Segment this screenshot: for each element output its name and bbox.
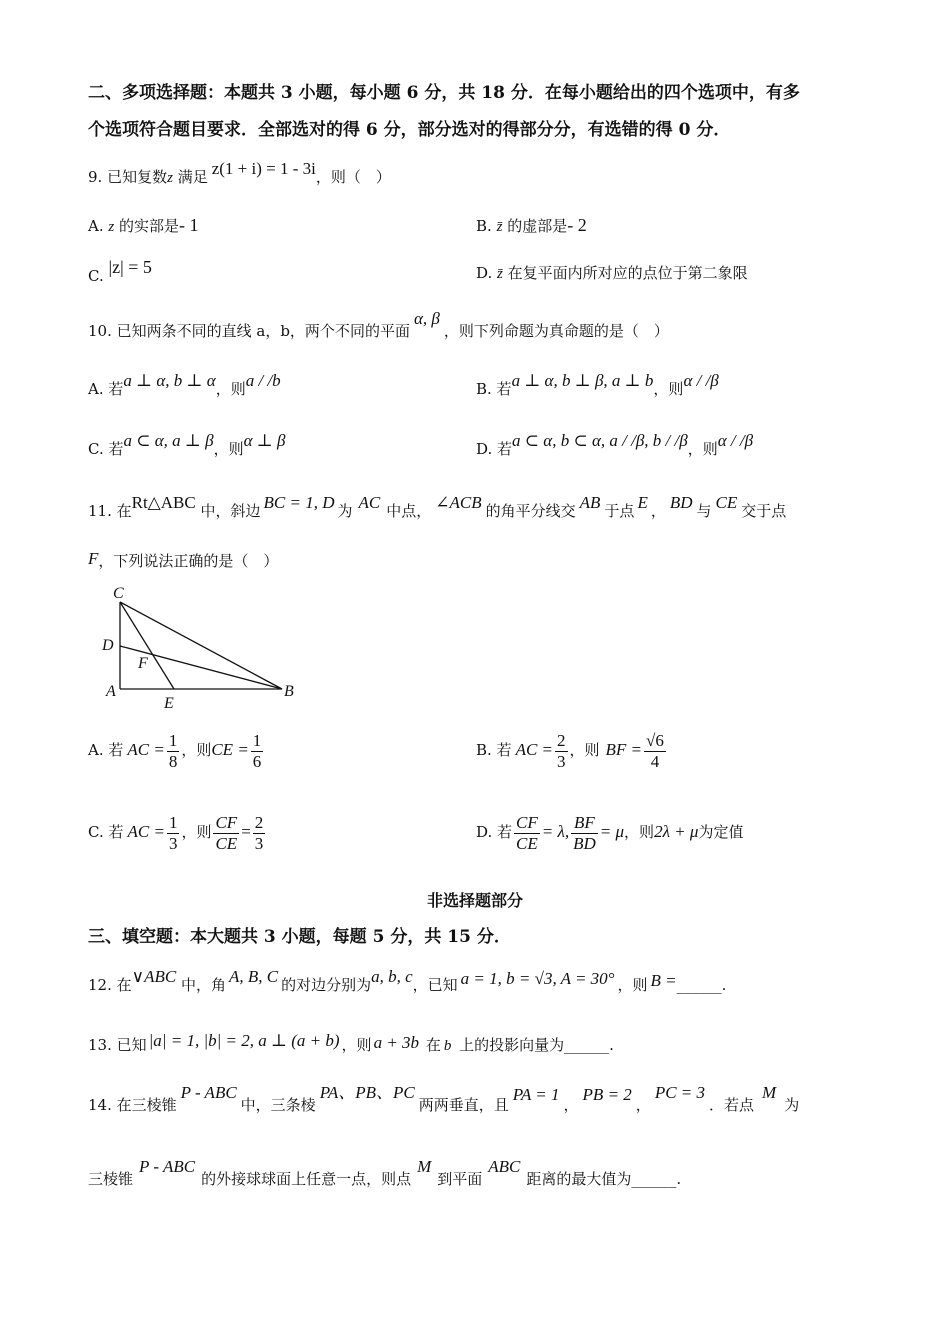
- q10-option-b: B. 若a ⊥ α, b ⊥ β, a ⊥ b，则α / /β: [476, 371, 719, 398]
- label-e: E: [164, 695, 174, 712]
- section2-heading-line2: 个选项符合题目要求．全部选对的得 6 分，部分选对的得部分分，有选错的得 0 分．: [88, 120, 731, 140]
- q9-option-a: A. z 的实部是- 1: [88, 215, 199, 235]
- q11-option-d: D. 若 $\frac{CF}{CE}$ = λ, $\frac{BF}{BD}$ = μ，则2λ + μ为定值: [476, 812, 744, 853]
- q12-stem: 12. 在∨ABC 中，角 A, B, C 的对边分别为a, b, c，已知 a = 1, b = √3, A = 30° ，则 B =______.: [88, 967, 727, 994]
- q11-option-b: B. 若 AC = $\frac{2}{3}$ ，则 BF = $\frac{√6}{4}$: [476, 730, 664, 771]
- q11-stem-line1: 11. 在Rt△ABC 中，斜边 BC = 1, D 为 AC 中点， ∠ACB 的角平分线交 AB 于点 E ， BD 与 CE 交于点: [88, 493, 787, 520]
- q9-option-c: C. |z| = 5: [88, 257, 152, 285]
- label-c: C: [113, 585, 124, 602]
- q11-option-c: C. 若 AC = $\frac{1}{3}$ ，则 $\frac{CF}{CE}$ = $\frac{2}{3}$: [88, 812, 264, 853]
- segment-ce: [120, 602, 174, 689]
- label-d: D: [102, 637, 114, 654]
- section3-heading: 三、填空题：本大题共 3 小题，每题 5 分，共 15 分．: [88, 927, 511, 947]
- q11-stem-line2: F，下列说法正确的是（ ）: [88, 549, 279, 570]
- q11-option-a: A. 若 AC = $\frac{1}{8}$ ，则CE = $\frac{1}{6}$: [88, 730, 262, 771]
- q9-stem: 9. 已知复数z 满足 z(1 + i) = 1 - 3i，则（ ）: [88, 159, 391, 186]
- triangle-figure: [100, 584, 310, 714]
- nonchoice-heading: 非选择题部分: [426, 891, 523, 910]
- q9-option-d: D. z̄ 在复平面内所对应的点位于第二象限: [476, 264, 748, 282]
- label-f: F: [138, 655, 148, 672]
- q14-stem-line1: 14. 在三棱锥P - ABC中，三条棱PA、PB、PC两两垂直，且PA = 1，PB = 2，PC = 3．若点M为: [88, 1083, 800, 1114]
- q14-stem-line2: 三棱锥P - ABC的外接球球面上任意一点，则点M到平面ABC距离的最大值为______.: [88, 1157, 682, 1188]
- label-a: A: [106, 683, 116, 700]
- q10-option-a: A. 若a ⊥ α, b ⊥ α，则a / /b: [88, 371, 281, 398]
- section2-heading-line1: 二、多项选择题：本题共 3 小题，每小题 6 分，共 18 分．在每小题给出的四个选项中，有多: [88, 83, 800, 103]
- q10-stem: 10. 已知两条不同的直线 a，b，两个不同的平面α, β，则下列命题为真命题的是（ ）: [88, 309, 669, 340]
- q13-stem: 13. 已知 |a| = 1, |b| = 2, a ⊥ (a + b) ，则 a + 3b 在 b 上的投影向量为______.: [88, 1031, 614, 1054]
- q10-option-d: D. 若a ⊂ α, b ⊂ α, a / /β, b / /β，则α / /β: [476, 431, 754, 458]
- q9-option-b: B. z̄ 的虚部是- 2: [476, 215, 587, 235]
- q10-option-c: C. 若a ⊂ α, a ⊥ β，则α ⊥ β: [88, 431, 286, 458]
- segment-cb: [120, 602, 282, 689]
- label-b: B: [284, 683, 294, 700]
